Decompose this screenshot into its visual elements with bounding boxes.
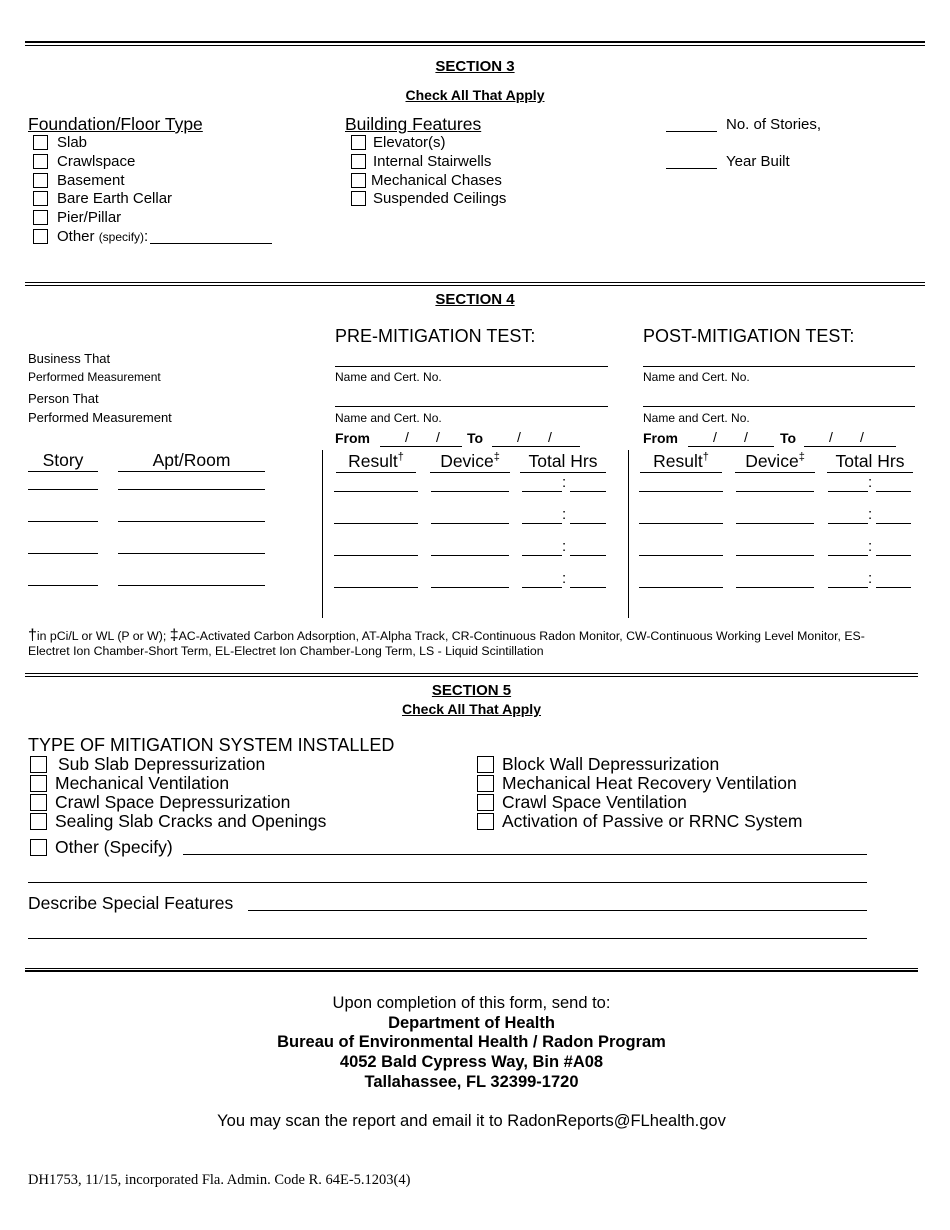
apt-room-field-1[interactable] [118, 489, 265, 490]
street-address: 4052 Bald Cypress Way, Bin #A08 [339, 1053, 604, 1071]
pre-person-caption: Name and Cert. No. [335, 411, 442, 425]
building-features-heading: Building Features [345, 114, 482, 134]
pre-hrs-field-2[interactable] [522, 523, 562, 524]
post-device-header: Device‡ [735, 451, 815, 473]
pre-result-field-1[interactable] [334, 491, 418, 492]
pre-to-label: To [467, 430, 484, 446]
post-hrs-field-3[interactable] [828, 555, 868, 556]
story-header: Story [28, 450, 98, 472]
pre-device-field-2[interactable] [431, 523, 509, 524]
suspended-ceilings-checkbox[interactable] [351, 191, 366, 206]
post-from-slash-1: / [713, 429, 717, 445]
block-wall-checkbox[interactable] [477, 756, 494, 773]
post-result-field-1[interactable] [639, 491, 723, 492]
pre-result-field-2[interactable] [334, 523, 418, 524]
mitigation-other-label: Other (Specify) [55, 837, 173, 857]
post-result-field-2[interactable] [639, 523, 723, 524]
department-name: Department of Health [388, 1014, 555, 1032]
post-device-field-4[interactable] [736, 587, 814, 588]
post-total-hrs-header: Total Hrs [827, 451, 913, 473]
pre-hrs-colon-1: : [562, 474, 567, 491]
internal-stairwells-label: Internal Stairwells [373, 153, 492, 170]
passive-rrnc-checkbox[interactable] [477, 813, 494, 830]
pre-from-label: From [335, 430, 370, 446]
crawl-space-ventilation-label: Crawl Space Ventilation [502, 792, 687, 812]
mitigation-other-field-line-2[interactable] [28, 882, 867, 883]
section5-divider [25, 673, 918, 677]
footer-divider [25, 968, 918, 972]
describe-features-label: Describe Special Features [28, 893, 234, 913]
section4-divider [25, 282, 925, 286]
pre-hrs-field-4[interactable] [522, 587, 562, 588]
section3-title: SECTION 3 [435, 58, 515, 75]
footnote-line-1: †in pCi/L or WL (P or W); ‡AC-Activated Carbon Adsorption, AT-Alpha Track, CR-Continuous Radon Monitor, CW-Continuous Working Level Monitor, ES- [28, 627, 865, 644]
apt-room-header: Apt/Room [118, 450, 265, 472]
crawlspace-label: Crawlspace [57, 153, 136, 170]
bare-earth-cellar-checkbox[interactable] [33, 191, 48, 206]
section3-subtitle: Check All That Apply [405, 87, 545, 103]
pre-business-field[interactable] [335, 366, 608, 367]
post-person-caption: Name and Cert. No. [643, 411, 750, 425]
year-built-label: Year Built [726, 153, 790, 170]
post-hrs-colon-4: : [868, 570, 873, 587]
sub-slab-label: Sub Slab Depressurization [58, 754, 266, 774]
foundation-heading: Foundation/Floor Type [28, 114, 203, 134]
pre-min-field-1[interactable] [570, 491, 606, 492]
describe-features-field-line-2[interactable] [28, 938, 867, 939]
heat-recovery-label: Mechanical Heat Recovery Ventilation [502, 773, 797, 793]
sub-slab-checkbox[interactable] [30, 756, 47, 773]
mitigation-type-heading: TYPE OF MITIGATION SYSTEM INSTALLED [28, 735, 395, 755]
business-label-2: Performed Measurement [28, 370, 161, 384]
stories-field[interactable] [666, 131, 717, 132]
pre-person-field[interactable] [335, 406, 608, 407]
foundation-other-field[interactable] [150, 243, 272, 244]
pre-device-field-1[interactable] [431, 491, 509, 492]
bureau-name: Bureau of Environmental Health / Radon Program [277, 1033, 666, 1051]
post-business-field[interactable] [643, 366, 915, 367]
story-field-2[interactable] [28, 521, 98, 522]
crawl-space-depressurization-checkbox[interactable] [30, 794, 47, 811]
stories-label: No. of Stories, [726, 116, 822, 133]
pre-min-field-2[interactable] [570, 523, 606, 524]
crawl-space-depressurization-label: Crawl Space Depressurization [55, 792, 291, 812]
pre-hrs-field-3[interactable] [522, 555, 562, 556]
mechanical-chases-label: Mechanical Chases [371, 172, 502, 189]
post-min-field-3[interactable] [876, 555, 911, 556]
pre-to-slash-2: / [548, 429, 552, 445]
business-label-1: Business That [28, 351, 111, 366]
describe-features-field[interactable] [248, 910, 867, 911]
post-device-field-3[interactable] [736, 555, 814, 556]
pre-hrs-colon-4: : [562, 570, 567, 587]
post-hrs-colon-3: : [868, 538, 873, 555]
person-label-2: Performed Measurement [28, 410, 172, 425]
person-label-1: Person That [28, 391, 99, 406]
section4-title: SECTION 4 [435, 291, 515, 308]
pre-mitigation-title: PRE-MITIGATION TEST: [335, 326, 536, 346]
bare-earth-cellar-label: Bare Earth Cellar [57, 190, 173, 207]
pre-from-slash-1: / [405, 429, 409, 445]
post-result-field-4[interactable] [639, 587, 723, 588]
section5-subtitle: Check All That Apply [402, 701, 541, 717]
post-business-caption: Name and Cert. No. [643, 370, 750, 384]
elevator-label: Elevator(s) [373, 134, 446, 151]
pre-hrs-colon-3: : [562, 538, 567, 555]
foundation-other-label: Other (specify): [57, 228, 149, 245]
passive-rrnc-label: Activation of Passive or RRNC System [502, 811, 803, 831]
pre-min-field-4[interactable] [570, 587, 606, 588]
post-to-slash-1: / [829, 429, 833, 445]
crawlspace-checkbox[interactable] [33, 154, 48, 169]
story-field-3[interactable] [28, 553, 98, 554]
apt-room-field-4[interactable] [118, 585, 265, 586]
pre-result-header: Result† [336, 451, 416, 473]
block-wall-label: Block Wall Depressurization [502, 754, 720, 774]
pre-column-divider [322, 450, 323, 618]
pre-from-date[interactable] [380, 446, 462, 447]
pre-result-field-4[interactable] [334, 587, 418, 588]
post-result-field-3[interactable] [639, 555, 723, 556]
basement-label: Basement [57, 172, 125, 189]
pier-pillar-checkbox[interactable] [33, 210, 48, 225]
post-to-date[interactable] [804, 446, 896, 447]
pre-from-slash-2: / [436, 429, 440, 445]
send-to-text: Upon completion of this form, send to: [332, 994, 611, 1012]
post-min-field-4[interactable] [876, 587, 911, 588]
pre-min-field-3[interactable] [570, 555, 606, 556]
form-identifier: DH1753, 11/15, incorporated Fla. Admin. Code R. 64E-5.1203(4) [28, 1172, 411, 1188]
slab-checkbox[interactable] [33, 135, 48, 150]
post-min-field-2[interactable] [876, 523, 911, 524]
post-device-field-2[interactable] [736, 523, 814, 524]
crawl-space-ventilation-checkbox[interactable] [477, 794, 494, 811]
city-address: Tallahassee, FL 32399-1720 [364, 1073, 579, 1091]
sealing-slab-cracks-checkbox[interactable] [30, 813, 47, 830]
post-to-label: To [780, 430, 797, 446]
internal-stairwells-checkbox[interactable] [351, 154, 366, 169]
heat-recovery-checkbox[interactable] [477, 775, 494, 792]
pre-to-date[interactable] [492, 446, 580, 447]
pre-device-field-3[interactable] [431, 555, 509, 556]
story-field-1[interactable] [28, 489, 98, 490]
email-note: You may scan the report and email it to RadonReports@FLhealth.gov [217, 1112, 726, 1130]
year-built-field[interactable] [666, 168, 717, 169]
mechanical-chases-checkbox[interactable] [351, 173, 366, 188]
sealing-slab-cracks-label: Sealing Slab Cracks and Openings [55, 811, 327, 831]
post-from-label: From [643, 430, 678, 446]
post-to-slash-2: / [860, 429, 864, 445]
pre-hrs-colon-2: : [562, 506, 567, 523]
suspended-ceilings-label: Suspended Ceilings [373, 190, 507, 207]
post-person-field[interactable] [643, 406, 915, 407]
post-hrs-field-4[interactable] [828, 587, 868, 588]
pre-result-field-3[interactable] [334, 555, 418, 556]
mechanical-ventilation-label: Mechanical Ventilation [55, 773, 230, 793]
story-field-4[interactable] [28, 585, 98, 586]
pier-pillar-label: Pier/Pillar [57, 209, 122, 226]
measurement-footnote [28, 628, 933, 659]
post-hrs-field-1[interactable] [828, 491, 868, 492]
pre-business-caption: Name and Cert. No. [335, 370, 442, 384]
post-device-field-1[interactable] [736, 491, 814, 492]
section5-title: SECTION 5 [431, 682, 512, 699]
pre-hrs-field-1[interactable] [522, 491, 562, 492]
pre-device-header: Device‡ [430, 451, 510, 473]
mechanical-ventilation-checkbox[interactable] [30, 775, 47, 792]
post-hrs-field-2[interactable] [828, 523, 868, 524]
pre-total-hrs-header: Total Hrs [520, 451, 606, 473]
slab-label: Slab [57, 134, 88, 151]
post-hrs-colon-2: : [868, 506, 873, 523]
foundation-other-checkbox[interactable] [33, 229, 48, 244]
mitigation-other-checkbox[interactable] [30, 839, 47, 856]
post-min-field-1[interactable] [876, 491, 911, 492]
post-column-divider [628, 450, 629, 618]
post-result-header: Result† [640, 451, 722, 473]
basement-checkbox[interactable] [33, 173, 48, 188]
elevator-checkbox[interactable] [351, 135, 366, 150]
post-mitigation-title: POST-MITIGATION TEST: [643, 326, 855, 346]
post-from-date[interactable] [688, 446, 774, 447]
footnote-line-2: Electret Ion Chamber-Short Term, EL-Electret Ion Chamber-Long Term, LS - Liquid Scintillation [28, 644, 544, 658]
pre-to-slash-1: / [517, 429, 521, 445]
apt-room-field-3[interactable] [118, 553, 265, 554]
post-hrs-colon-1: : [868, 474, 873, 491]
mitigation-other-field[interactable] [183, 854, 867, 855]
top-divider [25, 41, 925, 46]
pre-device-field-4[interactable] [431, 587, 509, 588]
post-from-slash-2: / [744, 429, 748, 445]
apt-room-field-2[interactable] [118, 521, 265, 522]
